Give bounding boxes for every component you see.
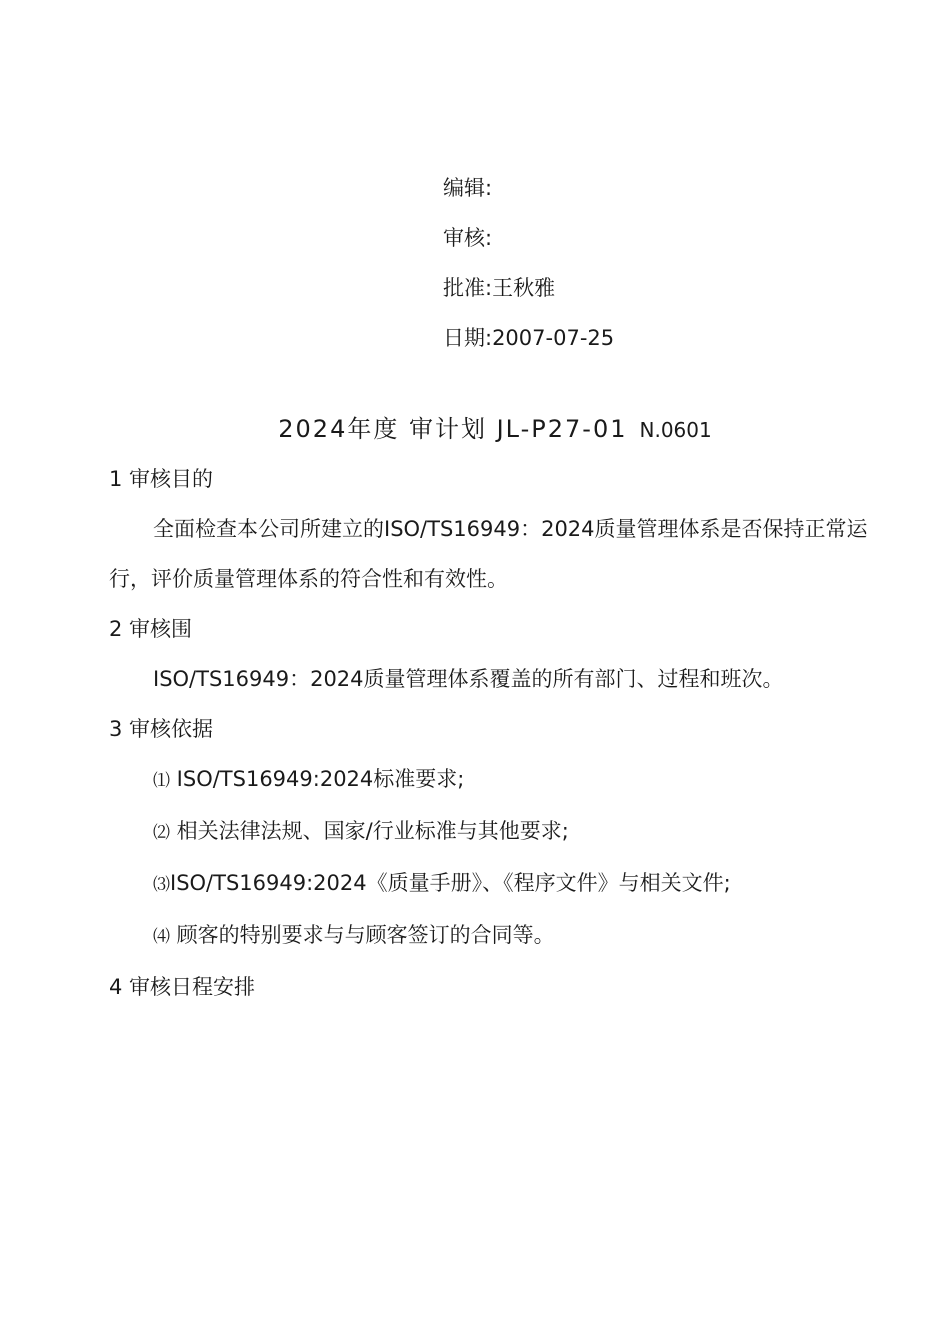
- document-title-line: [0, 409, 950, 450]
- list-item-text: ISO/TS16949:2024《质量手册》、《程序文件》与相关文件;: [170, 871, 731, 895]
- list-item-text: 相关法律法规、国家/行业标准与其他要求;: [170, 819, 569, 843]
- list-item-text: 顾客的特别要求与与顾客签订的合同等。: [170, 923, 555, 947]
- editor-line: 编辑:: [443, 176, 493, 200]
- approval-block: [443, 163, 614, 363]
- list-item-text: ISO/TS16949:2024标准要求;: [170, 767, 465, 791]
- section-heading-basis: 3 审核依据: [109, 717, 214, 741]
- list-marker: ⑷: [153, 927, 170, 947]
- list-item: [109, 910, 879, 962]
- document-body: [109, 454, 879, 1012]
- list-item: [109, 806, 879, 858]
- approver-line: 批准:王秋雅: [443, 276, 556, 300]
- section-body-scope: ISO/TS16949：2024质量管理体系覆盖的所有部门、过程和班次。: [153, 667, 784, 691]
- section-body-purpose: 全面检查本公司所建立的ISO/TS16949：2024质量管理体系是否保持正常运行，评价质量管理体系的符合性和有效性。: [109, 517, 868, 591]
- section-heading-purpose: 1 审核目的: [109, 467, 214, 491]
- list-item: [109, 754, 879, 806]
- list-marker: ⑶: [153, 875, 170, 895]
- list-marker: ⑵: [153, 823, 170, 843]
- date-line: 日期:2007-07-25: [443, 326, 615, 350]
- document-number: N.0601: [639, 418, 712, 442]
- document-title: 2024年度 审计划 JL-P27-01: [278, 415, 628, 443]
- list-item: [109, 858, 879, 910]
- section-heading-schedule: 4 审核日程安排: [109, 975, 256, 999]
- list-marker: ⑴: [153, 771, 170, 791]
- section-heading-scope: 2 审核围: [109, 617, 193, 641]
- reviewer-line: 审核:: [443, 226, 493, 250]
